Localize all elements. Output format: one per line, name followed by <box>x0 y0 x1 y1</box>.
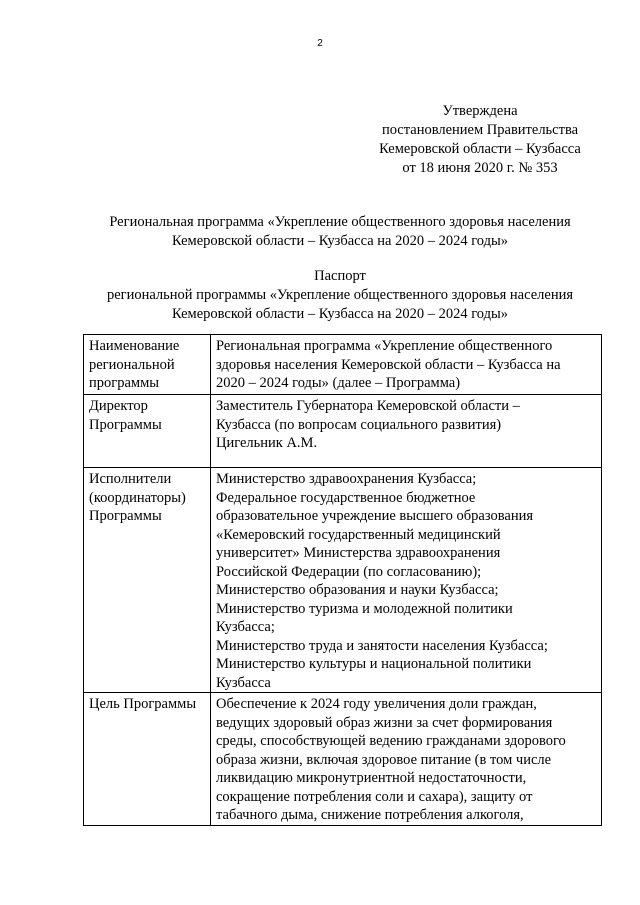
cell-line: «Кемеровский государственный медицинский <box>216 526 501 543</box>
page-number: 2 <box>317 38 323 49</box>
passport-line: региональной программы «Укрепление общественного здоровья населения <box>106 287 574 303</box>
cell-line: Российской Федерации (по согласованию); <box>216 563 482 580</box>
table-row <box>84 335 602 395</box>
row-value-director <box>211 395 602 468</box>
cell-line: Цигельник А.М. <box>216 435 318 451</box>
cell-line: Федеральное государственное бюджетное <box>216 489 476 506</box>
passport-line: Паспорт <box>314 268 366 284</box>
cell-line: Наименование <box>89 338 180 354</box>
cell-line: Программы <box>89 416 162 433</box>
cell-line: здоровья населения Кемеровской области – Кузбасса на <box>216 356 561 373</box>
approval-line: Утверждена <box>442 103 518 119</box>
cell-line: Кузбасса (по вопросам социального развития) <box>216 416 502 433</box>
approval-line: постановлением Правительства <box>381 122 579 138</box>
cell-line: Министерство здравоохранения Кузбасса; <box>216 471 477 487</box>
row-label-goal <box>84 693 211 826</box>
cell-line: образовательное учреждение высшего образования <box>216 508 534 524</box>
cell-line: Исполнители <box>89 471 172 487</box>
cell-line: ведущих здоровый образ жизни за счет формирования <box>216 714 553 731</box>
cell-line: Кузбасса; <box>216 619 275 635</box>
cell-line: 2020 – 2024 годы» (далее – Программа) <box>216 375 461 391</box>
cell-line: Директор <box>89 398 148 414</box>
cell-line: университет» Министерства здравоохранения <box>216 545 501 561</box>
cell-line: Цель Программы <box>89 696 197 712</box>
approval-line: Кемеровской области – Кузбасса <box>379 141 581 157</box>
passport-table <box>83 334 602 826</box>
document-title <box>60 213 620 251</box>
passport-line: Кемеровской области – Кузбасса на 2020 – 2024 годы» <box>172 306 508 322</box>
approval-line: от 18 июня 2020 г. № 353 <box>402 160 558 176</box>
approval-stamp <box>360 102 600 178</box>
table-row <box>84 395 602 468</box>
row-value-program-name <box>211 335 602 395</box>
cell-line: табачного дыма, снижение потребления алкоголя, <box>216 807 524 823</box>
cell-line: среды, способствующей ведению гражданами здорового <box>216 733 566 749</box>
cell-line: Кузбасса <box>216 674 271 691</box>
cell-line: (координаторы) <box>89 489 186 506</box>
row-value-executors <box>211 468 602 693</box>
row-label-executors <box>84 468 211 693</box>
row-label-director <box>84 395 211 468</box>
table-row <box>84 468 602 693</box>
cell-line: Министерство труда и занятости населения Кузбасса; <box>216 637 548 654</box>
row-label-program-name <box>84 335 211 395</box>
title-line: Кемеровской области – Кузбасса на 2020 – 2024 годы» <box>172 233 508 249</box>
cell-line: ликвидацию микронутриентной недостаточности, <box>216 770 527 786</box>
cell-line: программы <box>89 375 159 391</box>
cell-line: Обеспечение к 2024 году увеличения доли граждан, <box>216 696 537 712</box>
cell-line: образа жизни, включая здоровое питание (в том числе <box>216 751 552 768</box>
cell-line: Министерство образования и науки Кузбасса; <box>216 582 499 598</box>
cell-line: сокращение потребления соли и сахара), защиту от <box>216 788 533 805</box>
cell-line: Министерство туризма и молодежной политики <box>216 600 513 617</box>
title-line: Региональная программа «Укрепление общественного здоровья населения <box>109 214 571 230</box>
cell-line: Министерство культуры и национальной политики <box>216 656 532 672</box>
table-row <box>84 693 602 826</box>
cell-line: региональной <box>89 356 175 373</box>
cell-line: Заместитель Губернатора Кемеровской области – <box>216 398 520 414</box>
row-value-goal <box>211 693 602 826</box>
cell-line: Программы <box>89 508 162 524</box>
passport-heading <box>60 267 620 324</box>
cell-line: Региональная программа «Укрепление общественного <box>216 338 553 354</box>
